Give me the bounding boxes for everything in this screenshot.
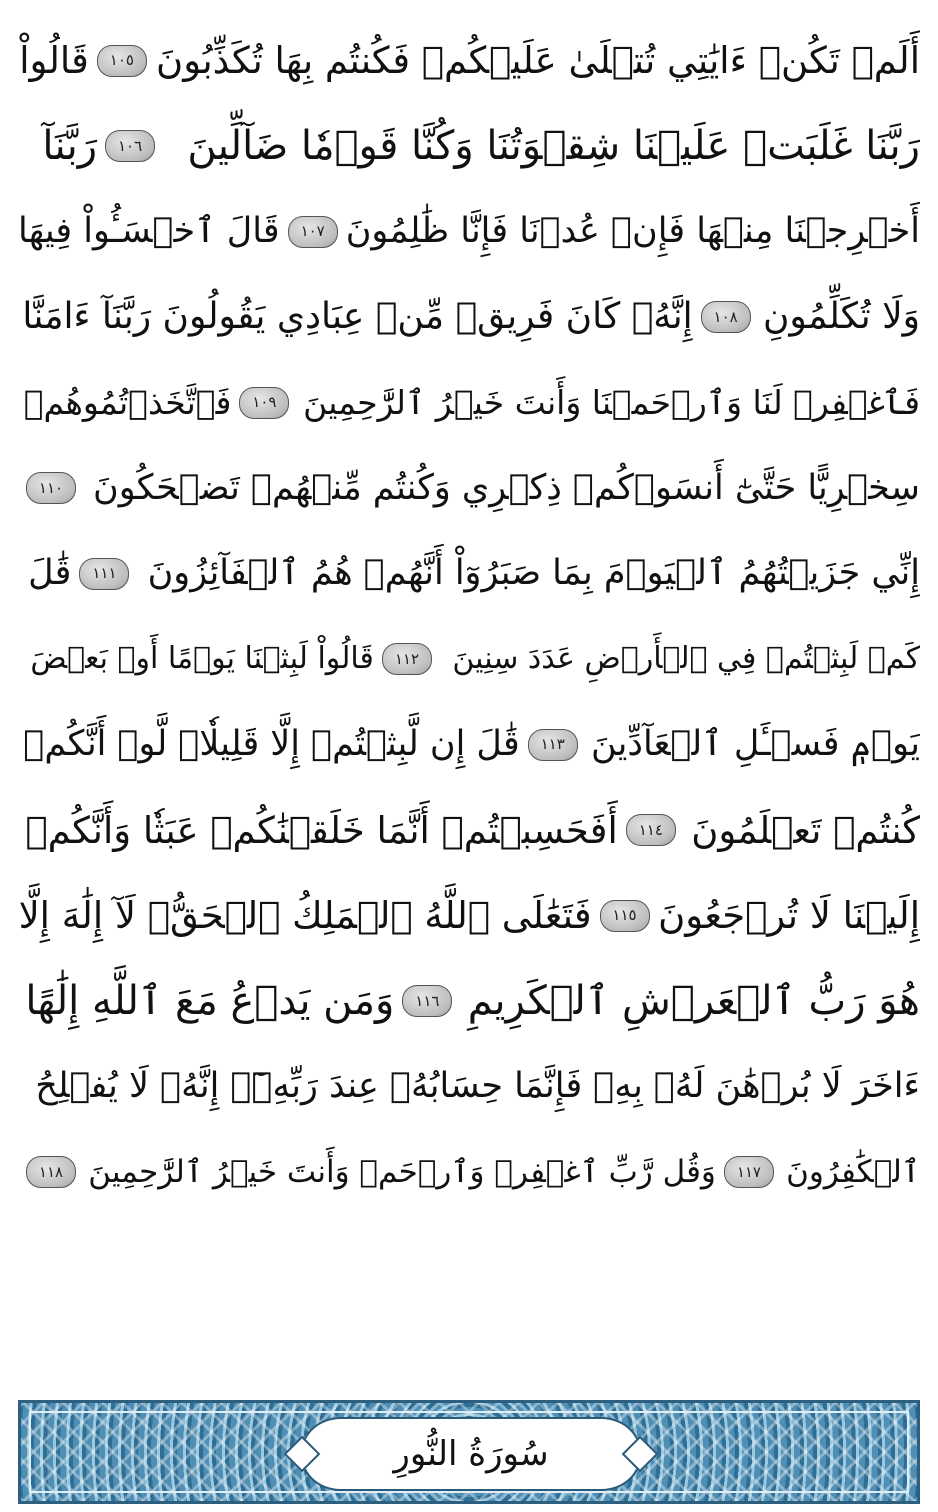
verse-line-11 <box>18 873 920 959</box>
ayah-marker: ١٠٧ <box>288 216 338 248</box>
verse-text: قَالَ ٱخۡسَـُٔواْ فِيهَا <box>18 211 280 252</box>
verse-text: ٱلۡكَٰفِرُونَ <box>786 1153 920 1190</box>
verse-text: إِنِّي جَزَيۡتُهُمُ ٱلۡيَوۡمَ بِمَا صَبَرُوٓاْ أَنَّهُمۡ هُمُ ٱلۡفَآئِزُونَ <box>147 553 920 594</box>
verse-text: قَالُواْ لَبِثۡنَا يَوۡمًا أَوۡ بَعۡضَ <box>30 641 374 677</box>
verse-line-7 <box>18 531 920 617</box>
ayah-marker: ١١٧ <box>724 1156 774 1188</box>
surah-title: سُورَةُ النُّورِ <box>393 1434 549 1474</box>
ayah-marker: ١٠٥ <box>97 45 147 77</box>
verse-text: فَٱغۡفِرۡ لَنَا وَٱرۡحَمۡنَا وَأَنتَ خَيۡرُ ٱلرَّٰحِمِينَ <box>303 383 920 423</box>
verse-text: أَخۡرِجۡنَا مِنۡهَا فَإِنۡ عُدۡنَا فَإِنَّا ظَٰلِمُونَ <box>345 211 920 252</box>
verse-text: قَالُواْ <box>19 39 89 83</box>
verse-line-8 <box>18 617 920 703</box>
verse-text: ءَاخَرَ لَا بُرۡهَٰنَ لَهُۥ بِهِۦ فَإِنَّمَا حِسَابُهُۥ عِندَ رَبِّهِۦٓۚ إِنَّهُۥ لَا يُفۡلِحُ <box>35 1066 920 1107</box>
ayah-marker: ١١٢ <box>382 643 432 675</box>
ayah-marker: ١١٥ <box>600 900 650 932</box>
verse-text: أَلَمۡ تَكُنۡ ءَايَٰتِي تُتۡلَىٰ عَلَيۡكُمۡ فَكُنتُم بِهَا تُكَذِّبُونَ <box>156 39 920 83</box>
verse-text: وَمَن يَدۡعُ مَعَ ٱللَّهِ إِلَٰهًا <box>25 978 395 1025</box>
verse-text: وَقُل رَّبِّ ٱغۡفِرۡ وَٱرۡحَمۡ وَأَنتَ خَيۡرُ ٱلرَّٰحِمِينَ <box>88 1153 716 1190</box>
verse-text: فَٱتَّخَذۡتُمُوهُمۡ <box>23 383 232 423</box>
verse-text: كُنتُمۡ تَعۡلَمُونَ <box>691 808 920 852</box>
verse-text: قَٰلَ إِن لَّبِثۡتُمۡ إِلَّا قَلِيلٗاۖ لَّوۡ أَنَّكُمۡ <box>23 724 520 765</box>
ayah-marker: ١٠٦ <box>105 130 155 162</box>
verse-line-12 <box>18 959 920 1045</box>
ayah-marker: ١١٣ <box>528 729 578 761</box>
verse-text: رَبَّنَا غَلَبَتۡ عَلَيۡنَا شِقۡوَتُنَا وَكُنَّا قَوۡمٗا ضَآلِّينَ <box>187 123 920 170</box>
ayah-marker: ١١٠ <box>26 472 76 504</box>
verse-text: قَٰلَ <box>28 553 72 594</box>
verse-line-5 <box>18 360 920 446</box>
verse-line-4 <box>18 275 920 361</box>
ayah-marker: ١١٤ <box>626 814 676 846</box>
ayah-marker: ١١١ <box>79 558 129 590</box>
verse-line-13 <box>18 1044 920 1130</box>
verse-text: كَمۡ لَبِثۡتُمۡ فِي ٱلۡأَرۡضِ عَدَدَ سِنِينَ <box>452 641 920 677</box>
surah-cartouche <box>301 1417 641 1491</box>
verse-line-6 <box>18 446 920 532</box>
verse-text: رَبَّنَآ <box>42 123 98 170</box>
verse-text: سِخۡرِيًّا حَتَّىٰٓ أَنسَوۡكُمۡ ذِكۡرِي وَكُنتُم مِّنۡهُمۡ تَضۡحَكُونَ <box>93 467 920 508</box>
verse-line-14 <box>18 1130 920 1216</box>
verse-line-1 <box>18 18 920 104</box>
verse-line-10 <box>18 788 920 874</box>
verse-text: يَوۡمٖ فَسۡـَٔلِ ٱلۡعَآدِّينَ <box>591 724 920 765</box>
surah-banner <box>18 1400 920 1504</box>
verse-text: هُوَ رَبُّ ٱلۡعَرۡشِ ٱلۡكَرِيمِ <box>467 978 920 1025</box>
ayah-marker: ١٠٩ <box>239 387 289 419</box>
verse-text: فَتَعَٰلَى ٱللَّهُ ٱلۡمَلِكُ ٱلۡحَقُّۖ لَآ إِلَٰهَ إِلَّا <box>18 894 592 938</box>
verse-text: وَلَا تُكَلِّمُونِ <box>762 296 920 338</box>
verses-block <box>18 18 920 1215</box>
verse-text: أَفَحَسِبۡتُمۡ أَنَّمَا خَلَقۡنَٰكُمۡ عَبَثٗا وَأَنَّكُمۡ <box>25 808 618 852</box>
ayah-marker: ١١٦ <box>402 985 452 1017</box>
verse-text: إِلَيۡنَا لَا تُرۡجَعُونَ <box>658 894 920 938</box>
ayah-marker: ١١٨ <box>26 1156 76 1188</box>
verse-text: إِنَّهُۥ كَانَ فَرِيقٞ مِّنۡ عِبَادِي يَقُولُونَ رَبَّنَآ ءَامَنَّا <box>22 296 693 338</box>
verse-line-2 <box>18 104 920 190</box>
ayah-marker: ١٠٨ <box>701 301 751 333</box>
verse-line-9 <box>18 702 920 788</box>
verse-line-3 <box>18 189 920 275</box>
